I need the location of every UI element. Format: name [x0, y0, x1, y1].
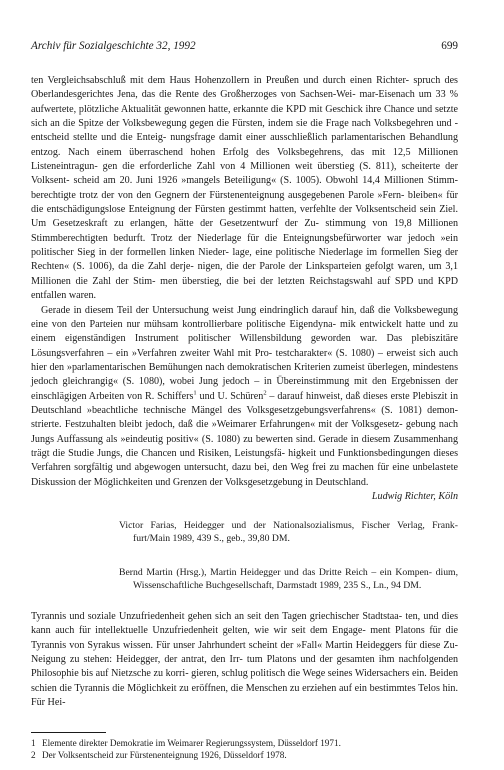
footnote-number: 1 [31, 738, 36, 748]
footnote-ref: 1 [193, 389, 197, 397]
footnote-text: Elemente direkter Demokratie im Weimarer Regierungssystem, Düsseldorf 1971. [42, 738, 341, 748]
journal-title: Archiv für Sozialgeschichte 32, 1992 [31, 40, 196, 52]
paragraph: Tyrannis und soziale Unzufriedenheit gehen sich an seit den Tagen griechischer Stadtstaa- ten, und dies kann auch für intellektuelle Unzufriedenheit gelten, wie wir seit dem Engage- ment Platons für die Tyrannis von Syrakus wissen. Für unser Jahrhundert scheint der »Fall« Martin Heideggers für diese Zu-Neigung zu stehen: Heidegger, der antrat, den Irr- tum Platons und der gesamten ihm nachfolgenden Philosophie bis auf Nietzsche zu korri- gieren, schlug politisch die Wege seines Widersachers ein. Beiden schien die Tyrannis die Möglichkeit zu eröffnen, die Menschen zu erziehen auf ein bestimmtes Telos hin. Für Hei- [31, 611, 458, 709]
footnote [31, 738, 458, 750]
reference-text: Victor Farias, Heidegger und der Nationalsozialismus, Fischer Verlag, Frank- furt/Main 1989, 439 S., geb., 39,80 DM. [119, 520, 458, 544]
book-reference [119, 519, 458, 545]
paragraph-text: – darauf hinweist, daß dieses erste Plebiszit in Deutschland »beachtliche technische Mängel des Volksgesetzgebungsverfahrens« (S. 1081) demon- strierte. Festzuhalten bleibt jedoch, daß die »Weimarer Erfahrungen« mit der Volksgesetz- gebung nach Jungs Auffassung als »eindeutig positiv« (S. 1080) zu bewerten sind. Gerade in diesem Zusammenhang trägt die Studie Jungs, die Chancen und Risiken, Leistungsfä- higkeit und Funktionsbedingungen dieses Verfahren sorgfältig und abgewogen untersucht, dazu bei, den Weg frei zu machen für eine unbelastete Diskussion der Möglichkeiten und Grenzen der Volksgesetzgebung in Deutschland. [31, 390, 459, 488]
footnote [31, 750, 458, 762]
footnotes [31, 738, 458, 762]
footnote-number: 2 [31, 749, 36, 760]
reference-text: Bernd Martin (Hrsg.), Martin Heidegger und das Dritte Reich – ein Kompen- dium, Wissenschaftliche Buchgesellschaft, Darmstadt 1989, 235 S., Ln., 94 DM. [119, 567, 458, 591]
review-body-2 [31, 610, 458, 710]
book-reference [119, 566, 458, 592]
page-number: 699 [441, 40, 458, 52]
paragraph-text: Gerade in diesem Teil der Untersuchung weist Jung eindringlich darauf hin, daß die Volksbewegung eine von den Parteien nur mühsam kontrollierbare politische Eigendyna- mik entwickelt hatte und zu einem eigenständigen Instrument politischer Willensbildung geworden war. Das plebiszitäre Lösungsverfahren – ein »Verfahren zweiter Wahl mit Pro- testcharakter« (S. 1080) – erweist sich auch hier den »parlamentarischen Bemühungen nach demokratischen Kriterien zumeist überlegen, mindestens jedoch gleichrangig« (S. 1080), wobei Jung jedoch – in Übereinstimmung mit den Ergebnissen der einschlägigen Arbeiten von R. Schiffers [31, 304, 458, 402]
footnote-ref: 2 [263, 389, 267, 397]
footnote-text: Der Volksentscheid zur Fürstenenteignung 1926, Düsseldorf 1978. [42, 749, 287, 760]
paragraph-text: und U. Schüren [196, 390, 264, 402]
running-header [31, 40, 458, 52]
footnote-rule [31, 732, 106, 733]
paragraph: ten Vergleichsabschluß mit dem Haus Hohenzollern in Preußen und durch einen Richter- spruch des Oberlandesgerichtes Jena, das die Rente des Großherzoges von Sachsen-Wei- mar-Eisenach um 33 % aufwertete, plötzliche Aktualität gewonnen hatte, erkannte die KPD mit Geschick ihre Chance und setzte sich an die Spitze der Volksbewegung gegen die Fürsten, indem sie die Frage nach Volksbegehren und -entscheid stellte und die Enteig- nungsfrage damit einer ausschließlich parlamentarischen Behandlung entzog. Nach einem überraschend hohen Erfolg des Volksbegehrens, das mit 12,5 Millionen Listeneintragun- gen die erforderliche Zahl von 4 Millionen weit überstieg (S. 811), scheiterte der Volksent- scheid am 20. Juni 1926 »mangels Beteiligung« (S. 1005). Obwohl 14,4 Millionen Stimm- berechtigte trotz der von den Gegnern der Fürstenenteignung ausgegebenen Parole »Fern- bleiben« für die entschädigungslose Enteignung der Fürsten gestimmt hatten, verfehlte der Volksentscheid sein Ziel. Um Gesetzeskraft zu erlangen, hätte der Gesetzentwurf der Zu- stimmung von 19,8 Millionen Stimmberechtigten bedurft. Trotz der Niederlage für die Enteignungsbefürworter war jedoch »ein politischer Sieg in der formellen linken Nieder- lage, eine politische Niederlage im formellen Sieg der Rechten« (S. 1006), da die Zahl derje- nigen, die der Parole der Linksparteien gefolgt waren, um 3,1 Millionen die Zahl der Stim- men überstieg, die bei der letzten Reichstagswahl auf SPD und KPD entfallen waren. [31, 75, 458, 302]
paragraph [31, 304, 459, 502]
reviewer-signature: Ludwig Richter, Köln [371, 490, 458, 502]
review-body-1 [31, 74, 458, 504]
